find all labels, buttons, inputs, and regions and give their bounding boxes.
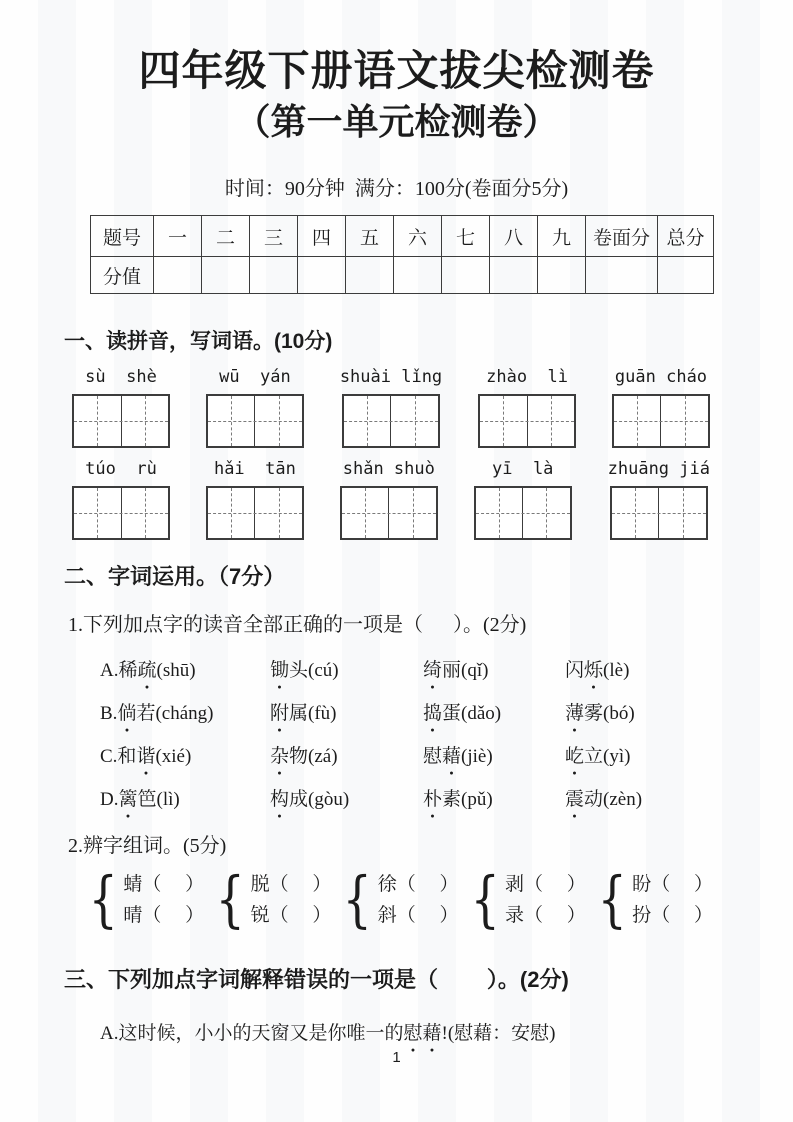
exam-meta-line: 时间：90分钟 满分：100分(卷面分5分) xyxy=(224,178,569,200)
exam-title: 四年级下册语文拔尖检测卷 xyxy=(138,47,655,94)
writing-grid[interactable] xyxy=(342,394,440,448)
pair-blank: （ ） xyxy=(651,874,713,895)
word-pair xyxy=(468,864,586,935)
writing-grid[interactable] xyxy=(612,394,710,448)
pinyin-label: zhào lì xyxy=(486,367,569,387)
score-row-label: 分值 xyxy=(91,257,154,294)
pinyin-label: shuài lǐng xyxy=(339,367,443,387)
pinyin-group xyxy=(608,458,710,540)
score-value-cell[interactable] xyxy=(346,257,394,294)
score-table xyxy=(90,215,714,294)
brace-icon: { xyxy=(215,864,245,935)
score-header-cell: 五 xyxy=(346,216,394,257)
score-value-cell[interactable] xyxy=(298,257,346,294)
pair-blank: （ ） xyxy=(269,905,332,926)
pair-char: 盼 xyxy=(632,874,652,895)
pinyin-label: sù shè xyxy=(85,367,157,387)
pair-blank: （ ） xyxy=(396,905,459,926)
word-pair xyxy=(86,864,205,935)
pinyin-row-1 xyxy=(72,366,710,448)
pinyin-group xyxy=(72,458,170,540)
section-3-heading: 三、下列加点字词解释错误的一项是（ ）。(2分) xyxy=(64,967,569,992)
pair-char: 录 xyxy=(504,905,524,926)
writing-grid[interactable] xyxy=(340,486,438,540)
brace-icon: { xyxy=(470,864,500,935)
score-header-cell: 题号 xyxy=(91,216,154,257)
score-value-cell[interactable] xyxy=(586,257,658,294)
writing-grid[interactable] xyxy=(206,486,304,540)
pinyin-group xyxy=(206,458,304,540)
exam-subtitle: （第一单元检测卷） xyxy=(234,101,559,142)
option-cell: 附 ●属(fù) xyxy=(270,701,423,727)
question-2-prompt: 2.辨字组词。(5分) xyxy=(68,835,227,857)
pair-char: 锐 xyxy=(250,905,270,926)
section-1-heading: 一、读拼音，写词语。(10分) xyxy=(64,330,333,353)
score-header-cell: 二 xyxy=(202,216,250,257)
page-number: 1 xyxy=(392,1049,401,1066)
writing-grid[interactable] xyxy=(72,486,170,540)
brace-icon: { xyxy=(342,864,373,935)
score-header-cell: 八 xyxy=(490,216,538,257)
writing-grid[interactable] xyxy=(610,486,708,540)
brace-icon: { xyxy=(88,864,118,935)
option-cell: 闪烁 ●(lè) xyxy=(565,658,793,684)
pinyin-label: hǎi tān xyxy=(213,459,296,479)
pinyin-group xyxy=(72,366,170,448)
score-value-cell[interactable] xyxy=(442,257,490,294)
pair-blank: （ ） xyxy=(651,905,713,926)
option-cell: A.稀疏 ●(shū) xyxy=(100,658,270,684)
pair-blank: （ ） xyxy=(142,874,205,895)
section-3-option-a: A.这时候，小小的天窗又是你唯一的慰 ●藉 ●!(慰藉：安慰) xyxy=(100,1021,793,1047)
score-header-cell: 总分 xyxy=(658,216,714,257)
pair-char: 扮 xyxy=(632,905,652,926)
pair-char: 脱 xyxy=(250,874,270,895)
writing-grid[interactable] xyxy=(474,486,572,540)
option-cell: B.倘 ●若(cháng) xyxy=(100,701,270,727)
pinyin-row-2 xyxy=(72,458,710,540)
pair-blank: （ ） xyxy=(523,874,586,895)
score-header-cell: 一 xyxy=(154,216,202,257)
score-value-cell[interactable] xyxy=(394,257,442,294)
pair-char: 剥 xyxy=(504,874,524,895)
score-value-cell[interactable] xyxy=(250,257,298,294)
pinyin-group xyxy=(474,458,572,540)
score-table-header-row xyxy=(91,216,714,257)
option-cell: 朴 ●素(pǔ) xyxy=(423,787,565,813)
score-header-cell: 七 xyxy=(442,216,490,257)
pair-blank: （ ） xyxy=(142,905,205,926)
score-header-cell: 九 xyxy=(538,216,586,257)
option-cell: 锄 ●头(cú) xyxy=(270,658,423,684)
question-1-options xyxy=(100,658,793,813)
option-cell: 震 ●动(zèn) xyxy=(565,787,793,813)
pinyin-label: yī là xyxy=(492,459,554,479)
score-header-cell: 四 xyxy=(298,216,346,257)
pair-blank: （ ） xyxy=(396,874,459,895)
pinyin-group xyxy=(340,458,438,540)
question-2-pairs xyxy=(86,864,713,935)
pinyin-group xyxy=(206,366,304,448)
pair-blank: （ ） xyxy=(269,874,332,895)
word-pair xyxy=(340,864,459,935)
option-cell: 薄 ●雾(bó) xyxy=(565,701,793,727)
score-value-cell[interactable] xyxy=(202,257,250,294)
score-value-cell[interactable] xyxy=(538,257,586,294)
option-cell: 屹 ●立(yì) xyxy=(565,744,793,770)
score-header-cell: 卷面分 xyxy=(586,216,658,257)
pinyin-label: túo rù xyxy=(85,459,157,479)
pair-char: 晴 xyxy=(123,905,143,926)
pinyin-label: wū yán xyxy=(219,367,291,387)
score-header-cell: 六 xyxy=(394,216,442,257)
word-pair xyxy=(595,864,713,935)
score-value-cell[interactable] xyxy=(658,257,714,294)
score-value-cell[interactable] xyxy=(490,257,538,294)
pair-blank: （ ） xyxy=(523,905,586,926)
pinyin-group xyxy=(478,366,576,448)
pair-char: 斜 xyxy=(377,905,397,926)
option-cell: C.和谐 ●(xié) xyxy=(100,744,270,770)
option-cell: D.篱 ●笆(lì) xyxy=(100,787,270,813)
pinyin-label: shǎn shuò xyxy=(342,459,435,479)
pinyin-label: zhuāng jiá xyxy=(607,459,710,479)
writing-grid[interactable] xyxy=(72,394,170,448)
score-value-cell[interactable] xyxy=(154,257,202,294)
writing-grid[interactable] xyxy=(478,394,576,448)
option-cell: 杂 ●物(zá) xyxy=(270,744,423,770)
pinyin-label: guān cháo xyxy=(614,367,708,387)
question-1-prompt: 1.下列加点字的读音全部正确的一项是（ ）。(2分) xyxy=(68,614,527,636)
option-cell: 慰藉 ●(jiè) xyxy=(423,744,565,770)
brace-icon: { xyxy=(597,864,627,935)
option-cell: 绮 ●丽(qǐ) xyxy=(423,658,565,684)
pair-char: 蜻 xyxy=(123,874,143,895)
score-header-cell: 三 xyxy=(250,216,298,257)
score-table-value-row xyxy=(91,257,714,294)
word-pair xyxy=(213,864,332,935)
section-2-heading: 二、字词运用。（7分） xyxy=(64,564,286,589)
option-cell: 捣 ●蛋(dǎo) xyxy=(423,701,565,727)
pair-char: 徐 xyxy=(377,874,397,895)
writing-grid[interactable] xyxy=(206,394,304,448)
pinyin-group xyxy=(612,366,710,448)
pinyin-group xyxy=(340,366,442,448)
option-cell: 构 ●成(gòu) xyxy=(270,787,423,813)
